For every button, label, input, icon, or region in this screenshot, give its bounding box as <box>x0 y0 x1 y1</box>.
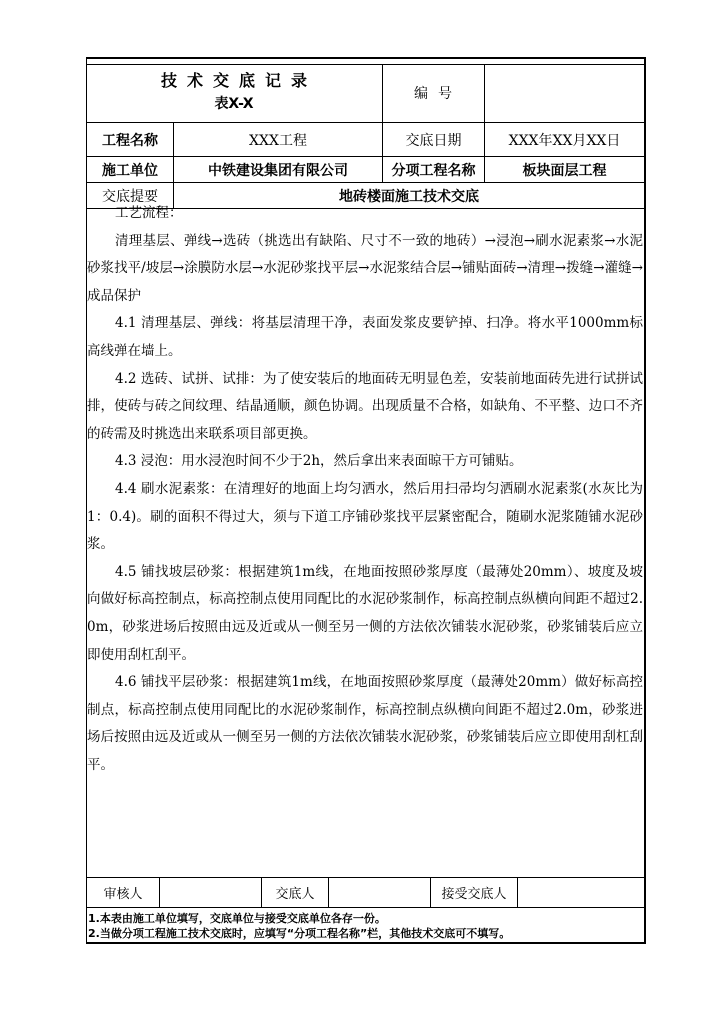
briefing-content <box>87 200 643 779</box>
number-label: 编号 <box>414 86 462 102</box>
receiver-signature-field[interactable] <box>518 878 644 907</box>
date-value[interactable]: XXX年XX月XX日 <box>508 132 621 149</box>
content-paragraph: 4.3 浸泡：用水浸泡时间不少于2h，然后拿出来表面晾干方可铺贴。 <box>115 453 523 470</box>
form-title: 技术交底记录 <box>160 70 317 90</box>
summary-value[interactable]: 地砖楼面施工技术交底 <box>339 188 479 205</box>
unit-label: 施工单位 <box>102 162 158 179</box>
unit-value[interactable]: 中铁建设集团有限公司 <box>208 162 348 179</box>
project-name-value[interactable]: XXX工程 <box>249 132 307 149</box>
reviewer-signature-field[interactable] <box>160 878 261 907</box>
summary-label: 交底提要 <box>102 188 158 205</box>
content-paragraph: 4.2 选砖、试拼、试排：为了使安装后的地面砖无明显色差，安装前地面砖先进行试拼试排，使砖与砖之间纹理、结晶通顺，颜色协调。出现质量不合格，如缺角、不平整、边口不齐的砖需及时挑选出来联系项目部更换。 <box>87 370 643 442</box>
note-1: 1.本表由施工单位填写，交底单位与接受交底单位各存一份。 <box>88 912 386 925</box>
content-paragraph: 4.1 清理基层、弹线：将基层清理干净，表面发浆皮要铲掉、扫净。将水平1000mm标高线弹在墙上。 <box>87 315 643 359</box>
reviewer-label: 审核人 <box>103 887 143 902</box>
content-paragraph: 4.6 铺找平层砂浆：根据建筑1m线，在地面按照砂浆厚度（最薄处20mm）做好标高控制点，标高控制点使用同配比的水泥砂浆制作，标高控制点纵横向间距不超过2.0m，砂浆进场后按照由远及近或从一侧至另一侧的方法依次铺装水泥砂浆，砂浆铺装后应立即使用刮杠刮平。 <box>87 674 643 773</box>
technical-briefing-form <box>86 57 646 944</box>
frame-right-border <box>644 57 646 944</box>
frame-bottom-border <box>86 942 646 944</box>
number-value[interactable] <box>485 65 644 122</box>
project-name-label: 工程名称 <box>102 132 158 149</box>
row-divider <box>86 907 646 908</box>
content-paragraph: 工艺流程： <box>115 205 183 221</box>
note-2: 2.当做分项工程施工技术交底时，应填写“分项工程名称”栏，其他技术交底可不填写。 <box>88 927 511 940</box>
date-label: 交底日期 <box>405 132 462 149</box>
subproject-label: 分项工程名称 <box>391 162 476 179</box>
frame-top-border <box>86 57 646 59</box>
content-paragraph: 4.5 铺找坡层砂浆：根据建筑1m线，在地面按照砂浆厚度（最薄处20mm）、坡度及坡向做好标高控制点，标高控制点使用同配比的水泥砂浆制作，标高控制点纵横向间距不超过2.0m，砂浆进场后按照由远及近或从一侧至另一侧的方法依次铺装水泥砂浆，砂浆铺装后应立即使用刮杠刮平。 <box>87 563 643 663</box>
receiver-label: 接受交底人 <box>441 887 507 902</box>
content-paragraph: 4.4 刷水泥素浆：在清理好的地面上均匀洒水，然后用扫帚均匀洒刷水泥素浆(水灰比为1：0.4)。刷的面积不得过大，须与下道工序铺砂浆找平层紧密配合，随刷水泥浆随铺水泥砂浆。 <box>87 480 643 553</box>
presenter-signature-field[interactable] <box>329 878 430 907</box>
form-subtitle: 表X-X <box>214 96 254 112</box>
content-paragraph: 清理基层、弹线→选砖（挑选出有缺陷、尺寸不一致的地砖）→浸泡→刷水泥素浆→水泥砂浆找平/坡层→涂膜防水层→水泥砂浆找平层→水泥浆结合层→铺贴面砖→清理→拨缝→灌缝→成品保护 <box>87 232 643 304</box>
subproject-value[interactable]: 板块面层工程 <box>522 162 607 179</box>
presenter-label: 交底人 <box>275 887 315 902</box>
